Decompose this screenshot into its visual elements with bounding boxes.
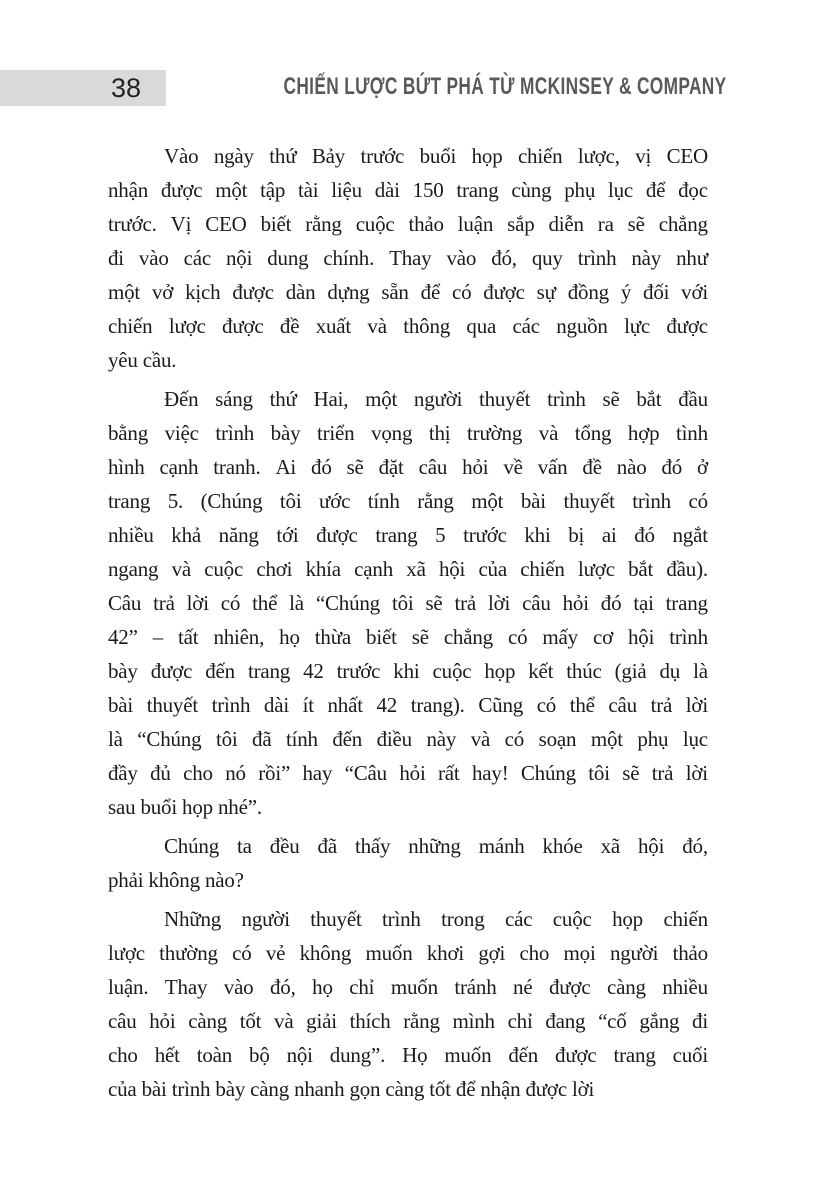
running-title: CHIẾN LƯỢC BỨT PHÁ TỪ MCKINSEY & COMPANY <box>283 73 727 100</box>
text-line: Đến sáng thứ Hai, một người thuyết trình sẽ bắt đầu <box>164 387 708 411</box>
text-line: một vở kịch được dàn dựng sẵn để có được sự đồng ý đối với <box>108 280 708 304</box>
text-line: chiến lược được đề xuất và thông qua các nguồn lực được <box>108 314 708 338</box>
text-line: của bài trình bày càng nhanh gọn càng tốt để nhận được lời <box>108 1077 595 1101</box>
text-line: Chúng ta đều đã thấy những mánh khóe xã hội đó, <box>164 834 708 858</box>
text-line: yêu cầu. <box>108 348 177 372</box>
text-line: đi vào các nội dung chính. Thay vào đó, quy trình này như <box>108 246 708 270</box>
text-line: lược thường có vẻ không muốn khơi gợi cho mọi người thảo <box>108 941 708 965</box>
text-line: luận. Thay vào đó, họ chỉ muốn tránh né được càng nhiều <box>108 975 708 999</box>
paragraph <box>108 382 708 824</box>
text-line: hình cạnh tranh. Ai đó sẽ đặt câu hỏi về vấn đề nào đó ở <box>108 455 708 479</box>
text-line: sau buổi họp nhé”. <box>108 795 262 819</box>
page-number-bar <box>0 70 166 106</box>
body-text <box>108 139 708 1111</box>
text-line: đầy đủ cho nó rồi” hay “Câu hỏi rất hay! Chúng tôi sẽ trả lời <box>108 761 708 785</box>
text-line: Những người thuyết trình trong các cuộc họp chiến <box>164 907 708 931</box>
text-line: bằng việc trình bày triển vọng thị trường và tổng hợp tình <box>108 421 708 445</box>
paragraph <box>108 829 708 897</box>
text-line: câu hỏi càng tốt và giải thích rằng mình chỉ đang “cố gắng đi <box>108 1009 708 1033</box>
text-line: trước. Vị CEO biết rằng cuộc thảo luận sắp diễn ra sẽ chẳng <box>108 212 708 236</box>
text-line: phải không nào? <box>108 868 244 892</box>
paragraph <box>108 139 708 377</box>
text-line: là “Chúng tôi đã tính đến điều này và có soạn một phụ lục <box>108 727 708 751</box>
text-line: Câu trả lời có thể là “Chúng tôi sẽ trả lời câu hỏi đó tại trang <box>108 591 708 615</box>
text-line: 42” – tất nhiên, họ thừa biết sẽ chẳng có mấy cơ hội trình <box>108 625 708 649</box>
text-line: Vào ngày thứ Bảy trước buổi họp chiến lược, vị CEO <box>164 144 708 168</box>
text-line: nhiều khả năng tới được trang 5 trước khi bị ai đó ngắt <box>108 523 708 547</box>
text-line: trang 5. (Chúng tôi ước tính rằng một bài thuyết trình có <box>108 489 708 513</box>
page-number: 38 <box>110 72 141 103</box>
text-line: cho hết toàn bộ nội dung”. Họ muốn đến được trang cuối <box>108 1043 708 1067</box>
text-line: nhận được một tập tài liệu dài 150 trang cùng phụ lục để đọc <box>108 178 708 202</box>
text-line: bày được đến trang 42 trước khi cuộc họp kết thúc (giả dụ là <box>108 659 708 683</box>
text-line: bài thuyết trình dài ít nhất 42 trang). Cũng có thể câu trả lời <box>108 693 708 717</box>
paragraph <box>108 902 708 1106</box>
text-line: ngang và cuộc chơi khía cạnh xã hội của chiến lược bắt đầu). <box>108 557 708 581</box>
